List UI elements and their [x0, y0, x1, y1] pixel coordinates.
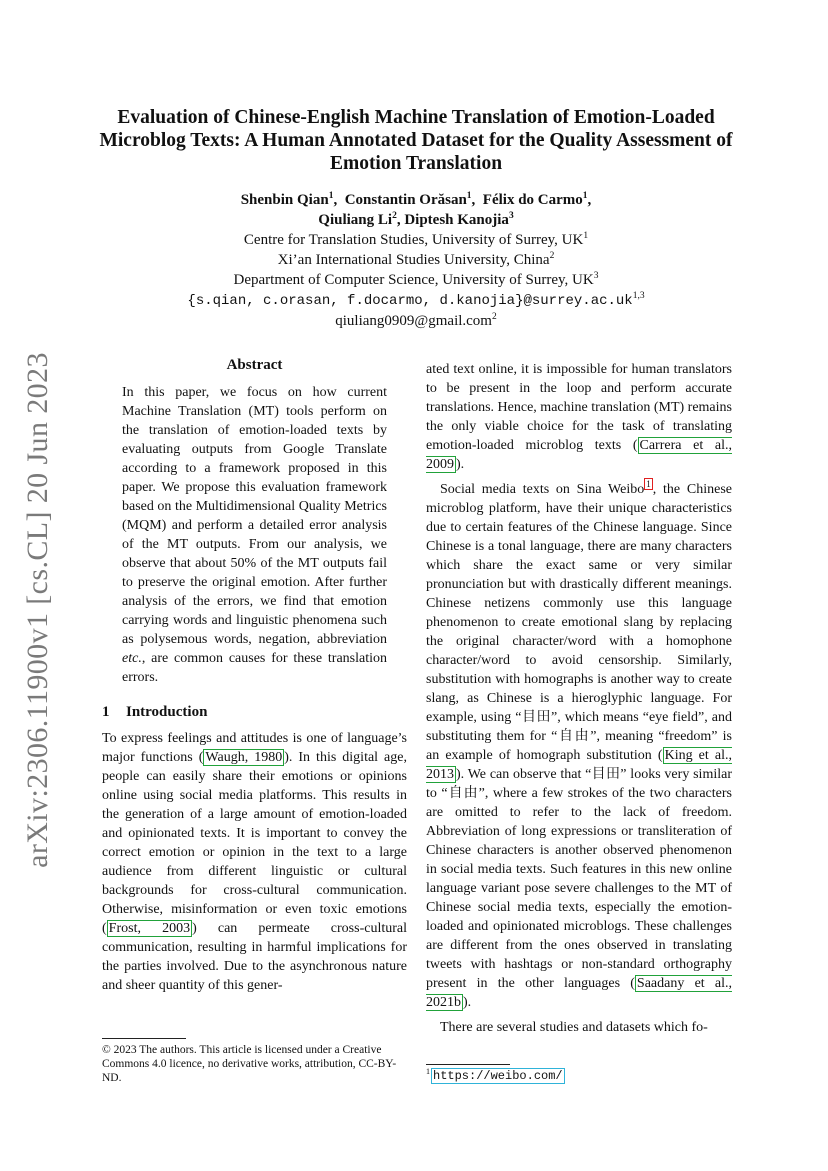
author-affil-sup: 1 — [328, 191, 334, 201]
citation-link[interactable]: Waugh, 1980 — [205, 750, 283, 765]
intro-paragraph-1-cont: ated text online, it is impossible for human translators to be present in the loop and perform accurate translations. Hence, machine translation (MT) remains the only viable choice for the task of translating emotion-loaded microblog texts ( Carrera et al., 2009 ). — [426, 362, 732, 472]
weibo-url-link[interactable]: https://weibo.com/ — [433, 1069, 563, 1083]
url-footnote — [426, 1056, 732, 1084]
abstract-text: In this paper, we focus on how current Machine Translation (MT) tools perform on the translation of emotion-loaded texts by evaluating outputs from Google Translate according to a framework proposed in this paper. We propose this evaluation framework based on the Multidimensional Quality Metrics (MQM) and perform a detailed error analysis of the MT outputs. From our analysis, we observe that about 50% of the MT outputs fail to preserve the original emotion. After further analysis of the errors, we find that emotion carrying words and linguistic phenomena such as polysemous words, negation, abbreviation etc., are common causes for these translation errors. — [122, 385, 387, 685]
affiliation: Xi’an International Studies University, China$^2$ — [277, 251, 555, 268]
affiliation: Centre for Translation Studies, University of Surrey, $UK^1$ — [243, 231, 589, 248]
arxiv-watermark — [16, 352, 60, 868]
author-name: Shenbin Qian — [240, 192, 329, 208]
author-affil-sup: 2 — [392, 211, 397, 221]
author-name: Constantin Orăsan — [344, 192, 467, 208]
footnote-divider — [426, 1064, 510, 1065]
email-surrey[interactable]: {s.qian, c.orasan, f.docarmo, d.kanojia}@surrey.ac.uk — [187, 293, 633, 309]
paper-title: Evaluation of Chinese-English Machine Translation of Emotion-Loaded Microblog Texts: A Human Annotated Dataset for the Quality Assessment of Emotion Translation — [99, 107, 733, 174]
footnote-entry — [426, 1068, 732, 1084]
citation-link[interactable]: Frost, 2003 — [108, 921, 191, 936]
email-gmail[interactable]: qiuliang0909@gmail.com — [335, 313, 492, 329]
affiliation: Department of Computer Science, University of Surrey, $UK^3$ — [233, 271, 599, 288]
author-email-gmail: qiuliang0909@gmail.com$^2$ — [335, 312, 497, 329]
left-column — [102, 356, 407, 995]
intro-paragraph-1: To express feelings and attitudes is one of language’s major functions ( Waugh, 1980 ). In this digital age, people can easily share their emotions or opinions online using social media platforms. This results in the generation of a large amount of emotion-loaded and opinionated texts. It is important to convey the correct emotion or opinion in the text to a large audience from different linguistic or cultural backgrounds for cross-cultural communication. Otherwise, misinformation or even toxic emotions ( Frost, 2003 ) can permeate cross-cultural communication, resulting in harmful implications for the parties involved. Due to the asynchronous nature and sheer quantity of this gener- — [102, 731, 407, 993]
author-block — [92, 190, 740, 331]
section-heading-introduction: 1 Introduction — [102, 704, 208, 720]
citation-link[interactable]: Saadany et al., 2021b — [426, 976, 732, 1010]
citation-link[interactable]: King et al., 2013 — [426, 748, 732, 782]
license-text: © 2023 The authors. This article is licensed under a Creative Commons 4.0 licence, no derivative works, attribution, CC-BY-ND. — [102, 1044, 397, 1084]
arxiv-id: arXiv:2306.11900v1 [cs.CL] 20 Jun 2023 — [21, 352, 54, 868]
abstract-heading: Abstract — [226, 357, 283, 373]
right-column — [426, 360, 732, 1037]
footnote-divider — [102, 1038, 186, 1039]
intro-paragraph-2: Social media texts on Sina Weibo $^1$ , the Chinese microblog platform, have their unique characteristics due to certain features of the Chinese language. Since Chinese is a tonal language, there are many characters which share the exact same or very similar pronunciation but with drastically different meanings. Chinese netizens commonly use this language phenomenon to create emotional slang by replacing the original character/word with a homophone character/word to avoid censorship. Similarly, substitution with homographs is another way to create slang, as Chinese is a hieroglyphic language. For example, using “目田”, which means “eye field”, and substituting them for “自由”, meaning “freedom” is an example of homograph substitution ( King et al., 2013 ). We can observe that “目田” looks very similar to “自由”, where a few strokes of the two characters are omitted to refer to the lack of freedom. Abbreviation of long expressions or transliteration of Chinese characters is another observed phenomenon in social media texts. Such features in this new online language variant pose severe challenges to the MT of Chinese social media texts, especially the emotion-loaded and opinionated microblogs. These challenges are different from the ones observed in translating tweets with hashtags or non-standard orthography present in the other languages ( Saadany et al., 2021b ). — [426, 479, 732, 1010]
author-affil-sup: 1 — [582, 191, 588, 201]
author-name: Qiuliang Li — [318, 212, 393, 228]
intro-paragraph-3: There are several studies and datasets which fo- — [440, 1020, 708, 1035]
author-affil-sup: 1 — [466, 191, 472, 201]
author-affil-sup: 3 — [508, 211, 514, 221]
author-name: Félix do Carmo — [482, 192, 583, 208]
citation-link[interactable]: Carrera et al., 2009 — [426, 438, 732, 472]
author-names: Shenbin Qian$^1$, Constantin Orăsan$^1$, Félix do Carmo$^1$, Qiuliang Li$^2$, Diptesh Kanojia$^3$ — [240, 191, 592, 228]
footnote-mark: 1 — [426, 1067, 430, 1076]
footnote-link[interactable]: 1 — [646, 479, 651, 490]
author-emails: {s.qian, c.orasan, f.docarmo, d.kanojia}@surrey.ac.uk$^{1,3}$ — [187, 291, 645, 309]
license-footnote — [102, 1030, 407, 1085]
intro-p1-continued: ) can permeate cross-cultural communication, resulting in harmful implications for the parties involved. Due to the asynchronous nature and sheer quantity of this gener- — [102, 921, 407, 993]
author-name: Diptesh Kanojia — [404, 212, 509, 228]
